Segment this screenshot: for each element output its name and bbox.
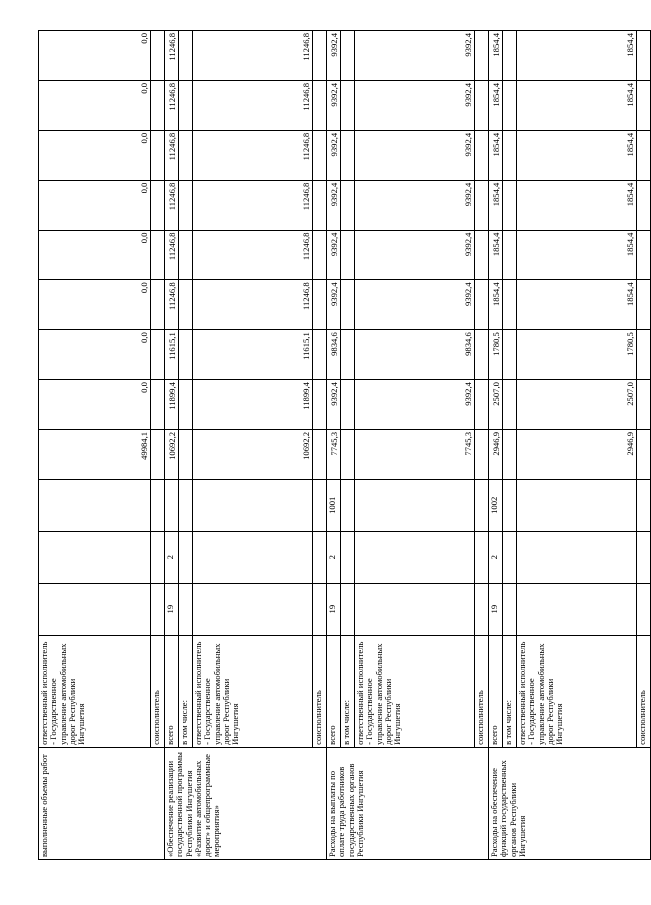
amount-cell: 9392,4 — [327, 280, 341, 330]
table-row — [179, 31, 193, 860]
table-row — [341, 31, 355, 860]
amount-cell: 11246,8 — [165, 31, 179, 81]
amount-cell — [637, 230, 651, 280]
code-cell — [151, 479, 165, 531]
code-cell: 19 — [165, 583, 179, 635]
amount-cell: 9392,4 — [355, 280, 475, 330]
amount-cell — [475, 380, 489, 430]
code-cell — [637, 479, 651, 531]
amount-cell — [313, 230, 327, 280]
table-row — [193, 31, 313, 860]
executor-label-cell: всего — [165, 635, 179, 747]
code-cell: 1002 — [489, 479, 503, 531]
amount-cell: 9392,4 — [327, 80, 341, 130]
code-cell: 2 — [165, 531, 179, 583]
code-cell — [151, 531, 165, 583]
code-cell — [355, 531, 475, 583]
code-cell — [355, 583, 475, 635]
code-cell — [517, 479, 637, 531]
code-cell — [475, 583, 489, 635]
executor-label-cell: ответственный исполнитель - Государственное управление автомобильных дорог Республики Ингушетия — [517, 635, 637, 747]
code-cell — [313, 479, 327, 531]
amount-cell: 0,0 — [39, 180, 151, 230]
code-cell: 1001 — [327, 479, 341, 531]
amount-cell: 1780,5 — [489, 330, 503, 380]
amount-cell — [313, 429, 327, 479]
code-cell — [313, 583, 327, 635]
code-cell — [193, 479, 313, 531]
table-row — [637, 31, 651, 860]
executor-label-cell: всего — [489, 635, 503, 747]
amount-cell — [313, 180, 327, 230]
code-cell — [475, 531, 489, 583]
amount-cell: 9392,4 — [327, 180, 341, 230]
code-cell — [193, 583, 313, 635]
amount-cell — [151, 429, 165, 479]
amount-cell: 0,0 — [39, 230, 151, 280]
amount-cell: 11246,8 — [165, 180, 179, 230]
amount-cell: 9392,4 — [327, 31, 341, 81]
amount-cell — [503, 380, 517, 430]
amount-cell — [475, 230, 489, 280]
table-row — [475, 31, 489, 860]
table-row — [313, 31, 327, 860]
table-row — [165, 31, 179, 860]
amount-cell: 0,0 — [39, 280, 151, 330]
executor-label-cell: соисполнитель — [151, 635, 165, 747]
amount-cell: 2507,0 — [489, 380, 503, 430]
amount-cell: 9392,4 — [355, 31, 475, 81]
amount-cell — [503, 280, 517, 330]
code-cell — [637, 583, 651, 635]
executor-label-cell: всего — [327, 635, 341, 747]
amount-cell: 1780,5 — [517, 330, 637, 380]
code-cell — [503, 479, 517, 531]
amount-cell — [637, 330, 651, 380]
code-cell — [39, 531, 151, 583]
code-cell — [355, 479, 475, 531]
amount-cell — [313, 380, 327, 430]
amount-cell — [179, 429, 193, 479]
amount-cell: 11246,8 — [165, 130, 179, 180]
amount-cell — [313, 280, 327, 330]
code-cell: 2 — [489, 531, 503, 583]
executor-label-cell: соисполнитель — [637, 635, 651, 747]
amount-cell — [341, 180, 355, 230]
code-cell — [517, 583, 637, 635]
amount-cell: 11615,1 — [165, 330, 179, 380]
executor-label-cell: ответственный исполнитель - Государственное управление автомобильных дорог Республики Ингушетия — [355, 635, 475, 747]
amount-cell: 11899,4 — [193, 380, 313, 430]
amount-cell — [637, 31, 651, 81]
amount-cell — [503, 130, 517, 180]
amount-cell — [151, 380, 165, 430]
amount-cell: 9834,6 — [327, 330, 341, 380]
amount-cell — [475, 130, 489, 180]
amount-cell — [637, 80, 651, 130]
budget-table — [38, 30, 651, 860]
code-cell — [179, 583, 193, 635]
amount-cell — [637, 429, 651, 479]
amount-cell: 7745,3 — [327, 429, 341, 479]
amount-cell — [475, 280, 489, 330]
code-cell — [637, 531, 651, 583]
amount-cell — [341, 429, 355, 479]
code-cell — [313, 531, 327, 583]
amount-cell: 11246,8 — [193, 80, 313, 130]
amount-cell: 1854,4 — [517, 280, 637, 330]
code-cell — [341, 479, 355, 531]
amount-cell — [341, 330, 355, 380]
executor-label-cell: соисполнитель — [475, 635, 489, 747]
amount-cell — [179, 80, 193, 130]
executor-label-cell: ответственный исполнитель - Государственное управление автомобильных дорог Республики Ингушетия — [193, 635, 313, 747]
amount-cell: 0,0 — [39, 130, 151, 180]
code-cell: 19 — [327, 583, 341, 635]
code-cell — [517, 531, 637, 583]
amount-cell: 1854,4 — [489, 130, 503, 180]
amount-cell — [341, 31, 355, 81]
amount-cell — [179, 130, 193, 180]
amount-cell — [151, 130, 165, 180]
executor-label-cell: соисполнитель — [313, 635, 327, 747]
amount-cell — [503, 230, 517, 280]
amount-cell: 7745,3 — [355, 429, 475, 479]
amount-cell: 0,0 — [39, 31, 151, 81]
amount-cell — [503, 80, 517, 130]
table-row — [151, 31, 165, 860]
amount-cell — [151, 31, 165, 81]
amount-cell — [637, 380, 651, 430]
amount-cell: 1854,4 — [489, 31, 503, 81]
amount-cell — [475, 429, 489, 479]
amount-cell: 1854,4 — [517, 80, 637, 130]
amount-cell: 2946,9 — [517, 429, 637, 479]
amount-cell: 11246,8 — [165, 280, 179, 330]
amount-cell: 11615,1 — [193, 330, 313, 380]
code-cell: 19 — [489, 583, 503, 635]
amount-cell — [475, 330, 489, 380]
measure-name-cell: «Обеспечение реализации государственной программы Республики Ингушетия «Развитие автомобильных дорог» и общепрограммные мероприятия» — [165, 747, 327, 859]
amount-cell: 11246,8 — [193, 280, 313, 330]
amount-cell: 10692,2 — [165, 429, 179, 479]
amount-cell: 11246,8 — [165, 80, 179, 130]
amount-cell — [637, 280, 651, 330]
code-cell — [39, 583, 151, 635]
amount-cell — [503, 330, 517, 380]
amount-cell: 1854,4 — [489, 80, 503, 130]
code-cell — [179, 531, 193, 583]
code-cell — [475, 479, 489, 531]
amount-cell — [341, 130, 355, 180]
table-row — [355, 31, 475, 860]
table-row — [503, 31, 517, 860]
measure-name-cell: Расходы на обеспечение функций государственных органов Республики Ингушетия — [489, 747, 651, 859]
code-cell — [39, 479, 151, 531]
table-row — [489, 31, 503, 860]
amount-cell: 1854,4 — [517, 180, 637, 230]
amount-cell — [503, 180, 517, 230]
amount-cell: 9392,4 — [355, 230, 475, 280]
amount-cell — [151, 330, 165, 380]
code-cell — [193, 531, 313, 583]
amount-cell: 1854,4 — [489, 180, 503, 230]
amount-cell — [179, 380, 193, 430]
amount-cell — [151, 230, 165, 280]
amount-cell: 9392,4 — [355, 80, 475, 130]
amount-cell: 1854,4 — [489, 280, 503, 330]
amount-cell — [313, 130, 327, 180]
amount-cell: 1854,4 — [517, 31, 637, 81]
amount-cell — [341, 80, 355, 130]
amount-cell: 0,0 — [39, 330, 151, 380]
amount-cell: 11246,8 — [193, 180, 313, 230]
amount-cell — [313, 31, 327, 81]
measure-name-cell: выполненные объемы работ — [39, 747, 165, 859]
amount-cell — [313, 330, 327, 380]
table-row — [517, 31, 637, 860]
amount-cell — [179, 180, 193, 230]
amount-cell: 1854,4 — [489, 230, 503, 280]
amount-cell: 11246,8 — [165, 230, 179, 280]
amount-cell: 11246,8 — [193, 130, 313, 180]
amount-cell — [503, 429, 517, 479]
amount-cell: 1854,4 — [517, 130, 637, 180]
rotated-table-container — [38, 30, 647, 860]
amount-cell — [341, 230, 355, 280]
code-cell — [165, 479, 179, 531]
code-cell — [179, 479, 193, 531]
amount-cell: 2507,0 — [517, 380, 637, 430]
amount-cell — [151, 80, 165, 130]
amount-cell: 9392,4 — [355, 130, 475, 180]
amount-cell — [637, 180, 651, 230]
amount-cell: 49984,1 — [39, 429, 151, 479]
amount-cell — [475, 31, 489, 81]
amount-cell — [503, 31, 517, 81]
amount-cell: 1854,4 — [517, 230, 637, 280]
amount-cell — [179, 230, 193, 280]
amount-cell — [151, 280, 165, 330]
amount-cell: 0,0 — [39, 80, 151, 130]
code-cell — [341, 583, 355, 635]
code-cell — [503, 583, 517, 635]
amount-cell: 9392,4 — [355, 180, 475, 230]
code-cell — [151, 583, 165, 635]
amount-cell — [151, 180, 165, 230]
executor-label-cell: в том числе: — [179, 635, 193, 747]
amount-cell: 9392,4 — [327, 130, 341, 180]
amount-cell: 11899,4 — [165, 380, 179, 430]
budget-table-body — [39, 31, 651, 860]
amount-cell — [637, 130, 651, 180]
amount-cell — [341, 280, 355, 330]
code-cell: 2 — [327, 531, 341, 583]
amount-cell — [341, 380, 355, 430]
amount-cell — [313, 80, 327, 130]
amount-cell — [179, 31, 193, 81]
table-row — [327, 31, 341, 860]
executor-label-cell: в том числе: — [503, 635, 517, 747]
amount-cell: 9392,4 — [355, 380, 475, 430]
amount-cell: 0,0 — [39, 380, 151, 430]
measure-name-cell: Расходы на выплаты по оплате труда работников государственных органов Республики Ингушетия — [327, 747, 489, 859]
amount-cell: 11246,8 — [193, 230, 313, 280]
amount-cell: 11246,8 — [193, 31, 313, 81]
amount-cell: 9834,6 — [355, 330, 475, 380]
amount-cell: 10692,2 — [193, 429, 313, 479]
amount-cell — [475, 80, 489, 130]
executor-label-cell: ответственный исполнитель - Государственное управление автомобильных дорог Республики Ингушетия — [39, 635, 151, 747]
amount-cell — [179, 330, 193, 380]
amount-cell — [475, 180, 489, 230]
code-cell — [503, 531, 517, 583]
code-cell — [341, 531, 355, 583]
amount-cell: 9392,4 — [327, 380, 341, 430]
table-row — [39, 31, 151, 860]
executor-label-cell: в том числе: — [341, 635, 355, 747]
amount-cell — [179, 280, 193, 330]
amount-cell: 2946,9 — [489, 429, 503, 479]
amount-cell: 9392,4 — [327, 230, 341, 280]
